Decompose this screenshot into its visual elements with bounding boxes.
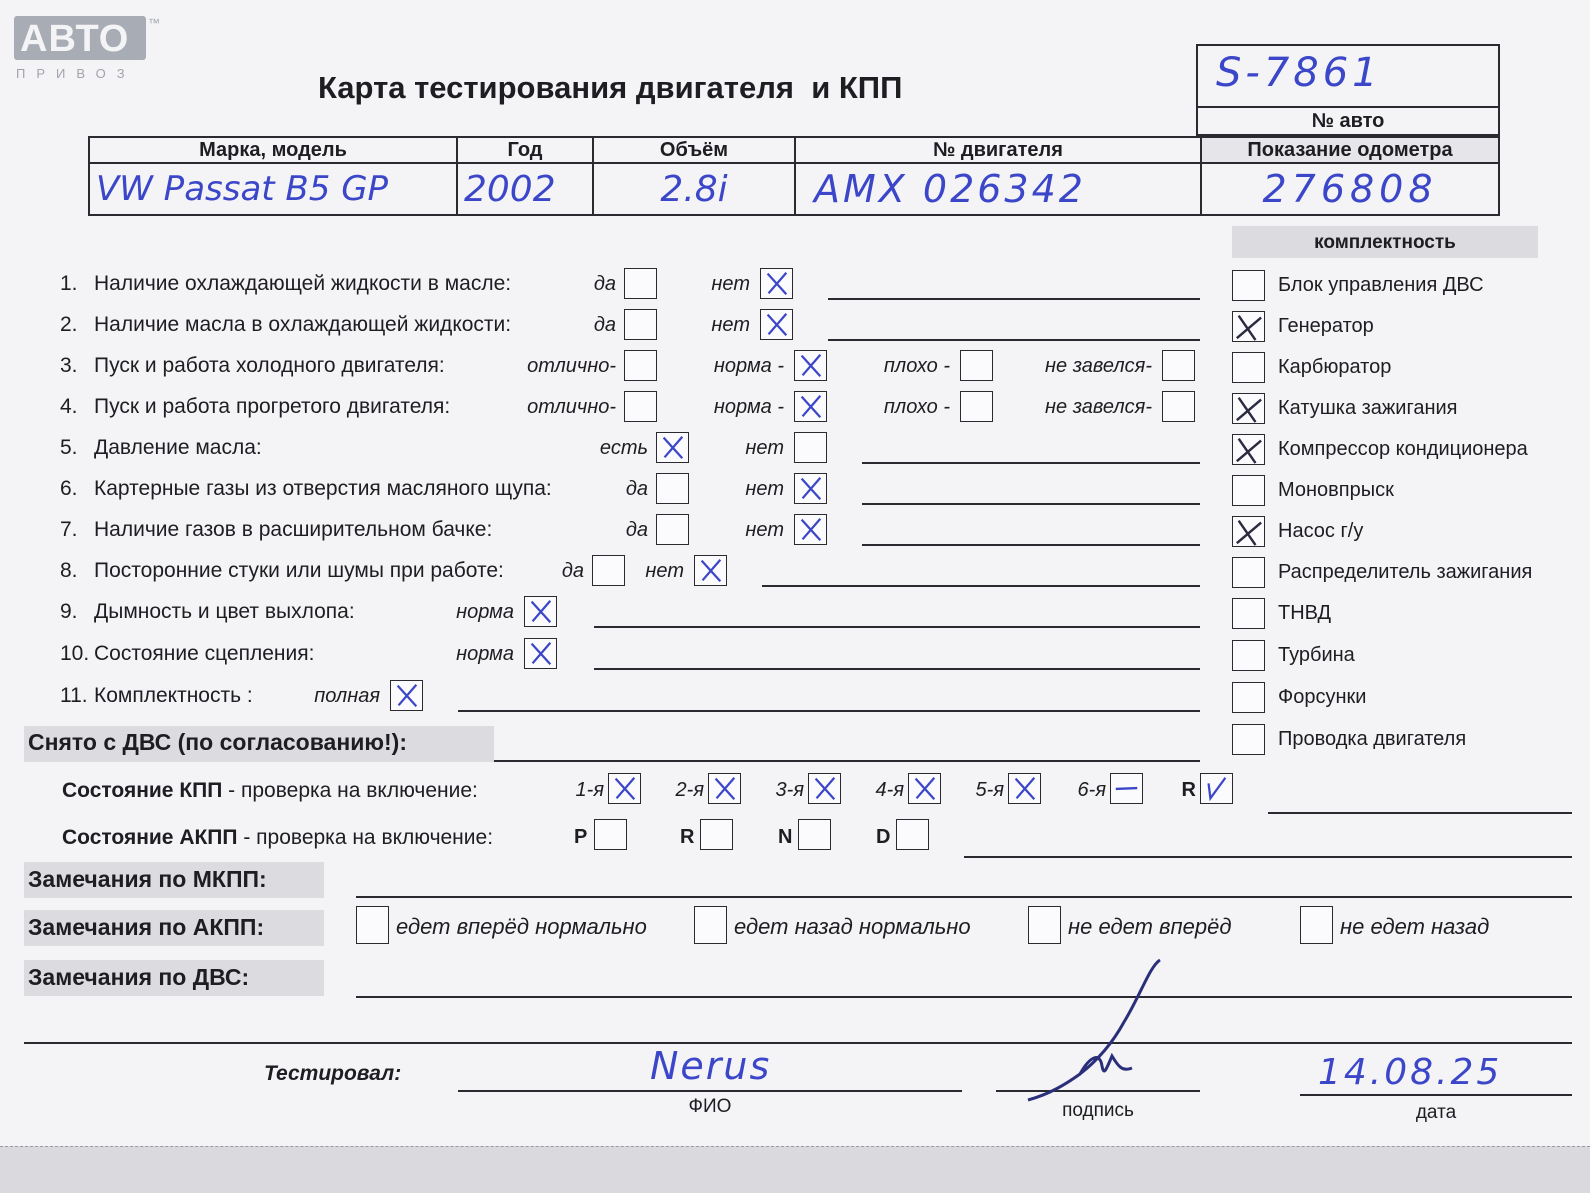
question-text: Дымность и цвет выхлопа:: [94, 600, 355, 623]
option-label: норма -: [713, 396, 784, 418]
gear-label: 2-я: [675, 779, 704, 801]
answer-line: [862, 462, 1200, 464]
logo-text: АВТО: [20, 18, 130, 60]
question-number: 3.: [60, 354, 78, 377]
question-text: Пуск и работа прогретого двигателя:: [94, 395, 451, 418]
remark-option-checkbox[interactable]: [356, 906, 389, 944]
option-checkbox[interactable]: [760, 309, 793, 340]
gear-checkbox[interactable]: [1200, 773, 1233, 804]
option-checkbox[interactable]: [794, 391, 827, 422]
logo-subtext: ПРИВОЗ: [16, 66, 136, 81]
question-number: 7.: [60, 518, 78, 541]
option-checkbox[interactable]: [524, 638, 557, 669]
option-checkbox[interactable]: [960, 391, 993, 422]
automatic-position-checkbox[interactable]: [700, 819, 733, 850]
option-label: плохо -: [883, 355, 950, 377]
option-label: нет: [745, 519, 784, 541]
question-text: Наличие масла в охлаждающей жидкости:: [94, 313, 512, 336]
automatic-line: [964, 856, 1572, 858]
completeness-checkbox[interactable]: [1232, 352, 1265, 383]
gear-checkbox[interactable]: [708, 773, 741, 804]
option-label: норма -: [713, 355, 784, 377]
question-text: Картерные газы из отверстия масляного щупа:: [94, 477, 552, 500]
signature-mark: [1020, 956, 1190, 1106]
automatic-position-label: N: [778, 826, 793, 848]
gear-checkbox[interactable]: [1008, 773, 1041, 804]
question-text: Давление масла:: [94, 436, 262, 459]
completeness-item-label: Насос г/у: [1278, 520, 1364, 542]
question-number: 1.: [60, 272, 78, 295]
torn-edge: [0, 1146, 1590, 1193]
odometer-label: Показание одометра: [1247, 138, 1453, 161]
engine-header-cell: [795, 137, 1201, 163]
option-checkbox[interactable]: [794, 473, 827, 504]
make-value-cell: [89, 163, 457, 215]
remark-option-label: едет назад нормально: [734, 914, 971, 939]
option-checkbox[interactable]: [624, 391, 657, 422]
volume-value: 2.8i: [660, 168, 728, 210]
date-line: [1300, 1094, 1572, 1096]
gearbox-label: [62, 779, 478, 803]
option-checkbox[interactable]: [794, 350, 827, 381]
remark-option-checkbox[interactable]: [1300, 906, 1333, 944]
completeness-checkbox[interactable]: [1232, 475, 1265, 506]
completeness-checkbox[interactable]: [1232, 557, 1265, 588]
completeness-item-label: Катушка зажигания: [1278, 397, 1458, 419]
option-label: да: [625, 519, 648, 541]
option-checkbox[interactable]: [760, 268, 793, 299]
completeness-checkbox[interactable]: [1232, 682, 1265, 713]
option-checkbox[interactable]: [960, 350, 993, 381]
option-label: не завелся-: [1045, 355, 1152, 377]
automatic-label: [62, 826, 493, 850]
auto-number-box: [1196, 44, 1500, 136]
vehicle-header-table: [88, 136, 1500, 216]
question-text: Состояние сцепления:: [94, 642, 315, 665]
automatic-position-checkbox[interactable]: [798, 819, 831, 850]
automatic-position-checkbox[interactable]: [594, 819, 627, 850]
option-checkbox[interactable]: [794, 432, 827, 463]
completeness-checkbox[interactable]: [1232, 640, 1265, 671]
option-label: нет: [711, 314, 750, 336]
volume-label: Объём: [659, 138, 729, 161]
odometer-header-cell: [1201, 137, 1499, 163]
automatic-position-label: D: [876, 826, 891, 848]
answer-line: [594, 668, 1200, 670]
removed-line: [494, 760, 1200, 762]
question-number: 4.: [60, 395, 78, 418]
remarks-manual-line: [356, 896, 1572, 898]
option-label: плохо -: [883, 396, 950, 418]
volume-value-cell: [593, 163, 795, 215]
remark-option-label: не едет назад: [1340, 914, 1490, 939]
option-label: нет: [645, 560, 684, 582]
option-label: не завелся-: [1045, 396, 1152, 418]
completeness-item-label: Проводка двигателя: [1278, 728, 1467, 750]
odometer-value: 276808: [1262, 167, 1438, 211]
gear-label: 5-я: [975, 779, 1004, 801]
remark-option-label: едет вперёд нормально: [396, 914, 647, 939]
year-value: 2002: [464, 168, 556, 210]
engine-value: AMX 026342: [814, 167, 1086, 211]
automatic-label-bold: Состояние АКПП: [62, 826, 238, 849]
remark-option-checkbox[interactable]: [1028, 906, 1061, 944]
option-label: да: [593, 314, 616, 336]
option-checkbox[interactable]: [1162, 350, 1195, 381]
date-caption: дата: [1415, 1102, 1457, 1123]
question-number: 11.: [60, 684, 88, 707]
option-label: да: [625, 478, 648, 500]
signature-caption: подпись: [1062, 1100, 1134, 1121]
completeness-item-label: ТНВД: [1278, 602, 1332, 624]
auto-number-value: S-7861: [1216, 50, 1382, 96]
auto-number-divider: [1198, 106, 1498, 108]
option-label: есть: [599, 437, 648, 459]
completeness-checkbox[interactable]: [1232, 270, 1265, 301]
remarks-engine-label: Замечания по ДВС:: [28, 964, 250, 990]
question-text: Наличие газов в расширительном бачке:: [94, 518, 493, 541]
remark-option-checkbox[interactable]: [694, 906, 727, 944]
completeness-item-label: Моновпрыск: [1278, 479, 1394, 501]
option-label: норма: [456, 601, 514, 623]
automatic-label-rest: - проверка на включение:: [237, 826, 494, 849]
question-number: 5.: [60, 436, 78, 459]
answer-line: [762, 585, 1200, 587]
gear-checkbox[interactable]: [908, 773, 941, 804]
tester-name-value: Nerus: [650, 1044, 772, 1088]
completeness-checkbox[interactable]: [1232, 311, 1265, 342]
gear-label: 3-я: [775, 779, 804, 801]
answer-line: [828, 298, 1200, 300]
option-checkbox[interactable]: [624, 350, 657, 381]
completeness-item-label: Турбина: [1278, 644, 1355, 666]
remark-option-label: не едет вперёд: [1068, 914, 1232, 939]
answer-line: [828, 339, 1200, 341]
option-checkbox[interactable]: [390, 680, 423, 711]
odometer-value-cell: [1201, 163, 1499, 215]
option-label: отлично-: [527, 396, 616, 418]
answer-line: [594, 626, 1200, 628]
name-line: [458, 1090, 962, 1092]
gear-label: 6-я: [1077, 779, 1106, 801]
page-title: Карта тестирования двигателя и КПП: [318, 70, 903, 105]
removed-label: Снято с ДВС (по согласованию!):: [28, 729, 407, 755]
question-text: Комплектность :: [94, 684, 253, 707]
completeness-checkbox[interactable]: [1232, 724, 1265, 755]
completeness-item-label: Карбюратор: [1278, 356, 1392, 378]
question-number: 9.: [60, 600, 78, 623]
question-number: 6.: [60, 477, 78, 500]
completeness-title: комплектность: [1314, 232, 1456, 253]
logo-tm: ™: [148, 16, 160, 30]
option-label: да: [593, 273, 616, 295]
make-value: VW Passat B5 GP: [96, 169, 389, 209]
option-label: полная: [314, 685, 380, 707]
completeness-checkbox[interactable]: [1232, 598, 1265, 629]
engine-label: № двигателя: [933, 138, 1063, 161]
option-checkbox[interactable]: [694, 555, 727, 586]
answer-line: [862, 503, 1200, 505]
question-number: 8.: [60, 559, 78, 582]
answer-line: [862, 544, 1200, 546]
automatic-position-checkbox[interactable]: [896, 819, 929, 850]
completeness-item-label: Распределитель зажигания: [1278, 561, 1533, 583]
gear-label: 1-я: [575, 779, 604, 801]
year-header-cell: [457, 137, 593, 163]
completeness-item-label: Форсунки: [1278, 686, 1367, 708]
option-label: да: [561, 560, 584, 582]
remarks-extra-line: [24, 1042, 1572, 1044]
automatic-position-label: R: [680, 826, 695, 848]
volume-header-cell: [593, 137, 795, 163]
gear-label: 4-я: [875, 779, 904, 801]
year-label: Год: [507, 138, 543, 161]
option-label: отлично-: [527, 355, 616, 377]
date-value: 14.08.25: [1318, 1052, 1503, 1093]
question-text: Пуск и работа холодного двигателя:: [94, 354, 445, 377]
option-checkbox[interactable]: [794, 514, 827, 545]
remarks-auto-label: Замечания по АКПП:: [28, 914, 265, 940]
question-number: 10.: [60, 642, 90, 665]
option-label: нет: [711, 273, 750, 295]
make-header-cell: [89, 137, 457, 163]
completeness-checkbox[interactable]: [1232, 393, 1265, 424]
option-checkbox[interactable]: [524, 596, 557, 627]
gearbox-label-rest: - проверка на включение:: [222, 779, 478, 802]
answer-line: [458, 710, 1200, 712]
completeness-item-label: Генератор: [1278, 315, 1374, 337]
engine-value-cell: [795, 163, 1201, 215]
tested-by-label: Тестировал:: [264, 1062, 402, 1085]
gearbox-line: [1268, 812, 1572, 814]
option-label: нет: [745, 478, 784, 500]
completeness-item-label: Компрессор кондиционера: [1278, 438, 1528, 460]
gear-checkbox[interactable]: [808, 773, 841, 804]
gearbox-label-bold: Состояние КПП: [62, 779, 223, 802]
question-text: Посторонние стуки или шумы при работе:: [94, 559, 504, 582]
completeness-checkbox[interactable]: [1232, 434, 1265, 465]
logo: [14, 16, 160, 86]
make-label: Марка, модель: [199, 138, 347, 161]
auto-number-label: № авто: [1311, 110, 1385, 132]
completeness-item-label: Блок управления ДВС: [1278, 274, 1484, 296]
remarks-manual-label: Замечания по МКПП:: [28, 866, 267, 892]
completeness-checkbox[interactable]: [1232, 516, 1265, 547]
gear-label: R: [1181, 779, 1196, 801]
option-label: нет: [745, 437, 784, 459]
remarks-engine-line: [356, 996, 1572, 998]
question-number: 2.: [60, 313, 78, 336]
option-label: норма: [456, 643, 514, 665]
year-value-cell: [457, 163, 593, 215]
option-checkbox[interactable]: [1162, 391, 1195, 422]
gear-checkbox[interactable]: [608, 773, 641, 804]
automatic-position-label: P: [574, 826, 588, 848]
name-caption: ФИО: [688, 1096, 732, 1117]
question-text: Наличие охлаждающей жидкости в масле:: [94, 272, 512, 295]
